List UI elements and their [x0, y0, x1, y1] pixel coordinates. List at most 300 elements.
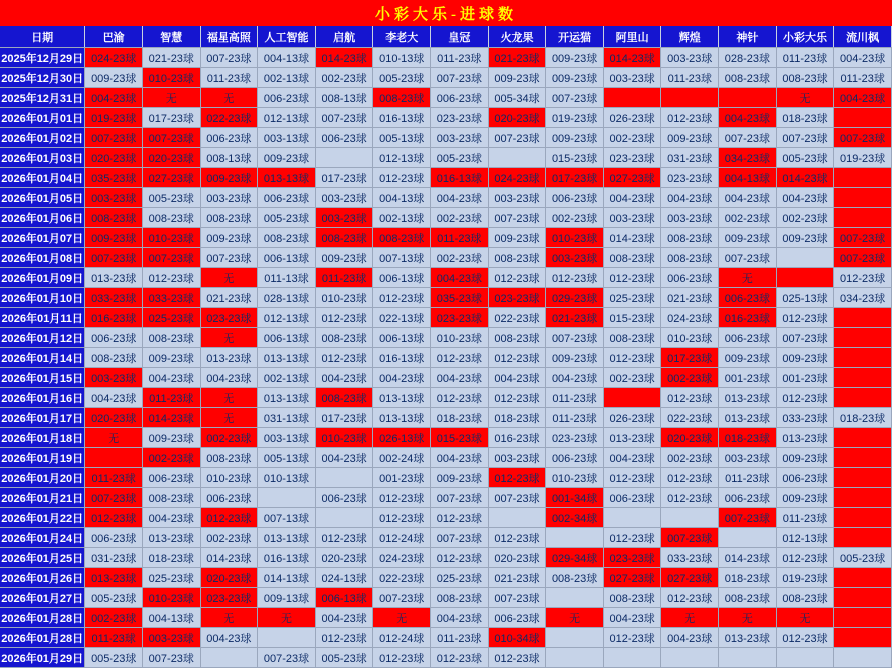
cell-r14-c8[interactable]: 007-23球: [546, 328, 604, 348]
cell-r30-c0[interactable]: 005-23球: [85, 648, 143, 668]
cell-r10-c10[interactable]: 008-23球: [661, 248, 719, 268]
cell-r13-c2[interactable]: 023-23球: [200, 308, 258, 328]
cell-r30-c3[interactable]: 007-23球: [258, 648, 316, 668]
cell-r20-c12[interactable]: 009-23球: [776, 448, 834, 468]
cell-r1-c12[interactable]: 008-23球: [776, 68, 834, 88]
cell-r19-c11[interactable]: 018-23球: [719, 428, 777, 448]
cell-r3-c8[interactable]: 019-23球: [546, 108, 604, 128]
cell-r14-c13[interactable]: [834, 328, 892, 348]
cell-r18-c1[interactable]: 014-23球: [143, 408, 201, 428]
cell-r5-c7[interactable]: [488, 148, 546, 168]
row-date[interactable]: 2025年12月29日: [0, 48, 85, 68]
cell-r15-c2[interactable]: 013-23球: [200, 348, 258, 368]
cell-r0-c5[interactable]: 010-13球: [373, 48, 431, 68]
cell-r19-c4[interactable]: 010-23球: [315, 428, 373, 448]
cell-r19-c7[interactable]: 016-23球: [488, 428, 546, 448]
cell-r16-c4[interactable]: 004-23球: [315, 368, 373, 388]
cell-r4-c13[interactable]: 007-23球: [834, 128, 892, 148]
cell-r21-c0[interactable]: 011-23球: [85, 468, 143, 488]
cell-r21-c3[interactable]: 010-13球: [258, 468, 316, 488]
cell-r26-c10[interactable]: 027-23球: [661, 568, 719, 588]
cell-r10-c9[interactable]: 008-23球: [603, 248, 661, 268]
cell-r19-c5[interactable]: 026-13球: [373, 428, 431, 448]
cell-r0-c3[interactable]: 004-13球: [258, 48, 316, 68]
cell-r19-c2[interactable]: 002-23球: [200, 428, 258, 448]
cell-r15-c8[interactable]: 009-23球: [546, 348, 604, 368]
cell-r20-c4[interactable]: 004-23球: [315, 448, 373, 468]
cell-r18-c9[interactable]: 026-23球: [603, 408, 661, 428]
cell-r15-c12[interactable]: 009-23球: [776, 348, 834, 368]
cell-r30-c8[interactable]: [546, 648, 604, 668]
cell-r17-c9[interactable]: [603, 388, 661, 408]
cell-r27-c9[interactable]: 008-23球: [603, 588, 661, 608]
cell-r1-c7[interactable]: 009-23球: [488, 68, 546, 88]
cell-r19-c6[interactable]: 015-23球: [431, 428, 489, 448]
cell-r25-c3[interactable]: 016-13球: [258, 548, 316, 568]
cell-r19-c9[interactable]: 013-23球: [603, 428, 661, 448]
column-header-7[interactable]: 皇冠: [431, 26, 489, 48]
cell-r25-c10[interactable]: 033-23球: [661, 548, 719, 568]
cell-r21-c5[interactable]: 001-23球: [373, 468, 431, 488]
cell-r9-c4[interactable]: 008-23球: [315, 228, 373, 248]
cell-r1-c9[interactable]: 003-23球: [603, 68, 661, 88]
cell-r9-c12[interactable]: 009-23球: [776, 228, 834, 248]
cell-r14-c7[interactable]: 008-23球: [488, 328, 546, 348]
cell-r2-c8[interactable]: 007-23球: [546, 88, 604, 108]
cell-r17-c7[interactable]: 012-23球: [488, 388, 546, 408]
cell-r21-c6[interactable]: 009-23球: [431, 468, 489, 488]
cell-r7-c1[interactable]: 005-23球: [143, 188, 201, 208]
cell-r11-c13[interactable]: 012-23球: [834, 268, 892, 288]
cell-r23-c6[interactable]: 012-23球: [431, 508, 489, 528]
cell-r6-c3[interactable]: 013-13球: [258, 168, 316, 188]
cell-r14-c1[interactable]: 008-23球: [143, 328, 201, 348]
cell-r7-c8[interactable]: 006-23球: [546, 188, 604, 208]
cell-r0-c1[interactable]: 021-23球: [143, 48, 201, 68]
cell-r17-c0[interactable]: 004-23球: [85, 388, 143, 408]
cell-r10-c4[interactable]: 009-23球: [315, 248, 373, 268]
column-header-14[interactable]: 流川枫: [834, 26, 892, 48]
cell-r22-c10[interactable]: 012-23球: [661, 488, 719, 508]
cell-r17-c12[interactable]: 012-23球: [776, 388, 834, 408]
cell-r15-c13[interactable]: [834, 348, 892, 368]
cell-r1-c1[interactable]: 010-23球: [143, 68, 201, 88]
cell-r3-c3[interactable]: 012-13球: [258, 108, 316, 128]
cell-r30-c12[interactable]: [776, 648, 834, 668]
cell-r21-c11[interactable]: 011-23球: [719, 468, 777, 488]
cell-r5-c12[interactable]: 005-23球: [776, 148, 834, 168]
cell-r8-c2[interactable]: 008-23球: [200, 208, 258, 228]
cell-r17-c5[interactable]: 013-13球: [373, 388, 431, 408]
cell-r6-c5[interactable]: 012-23球: [373, 168, 431, 188]
cell-r23-c2[interactable]: 012-23球: [200, 508, 258, 528]
cell-r5-c9[interactable]: 023-23球: [603, 148, 661, 168]
cell-r28-c13[interactable]: [834, 608, 892, 628]
cell-r22-c0[interactable]: 007-23球: [85, 488, 143, 508]
cell-r10-c0[interactable]: 007-23球: [85, 248, 143, 268]
cell-r11-c8[interactable]: 012-23球: [546, 268, 604, 288]
cell-r16-c6[interactable]: 004-23球: [431, 368, 489, 388]
cell-r11-c10[interactable]: 006-23球: [661, 268, 719, 288]
cell-r29-c11[interactable]: 013-23球: [719, 628, 777, 648]
cell-r14-c10[interactable]: 010-23球: [661, 328, 719, 348]
cell-r27-c2[interactable]: 023-23球: [200, 588, 258, 608]
cell-r27-c3[interactable]: 009-13球: [258, 588, 316, 608]
cell-r6-c6[interactable]: 016-13球: [431, 168, 489, 188]
cell-r27-c1[interactable]: 010-23球: [143, 588, 201, 608]
cell-r15-c7[interactable]: 012-23球: [488, 348, 546, 368]
row-date[interactable]: 2026年01月17日: [0, 408, 85, 428]
cell-r0-c12[interactable]: 011-23球: [776, 48, 834, 68]
cell-r4-c9[interactable]: 002-23球: [603, 128, 661, 148]
cell-r23-c7[interactable]: [488, 508, 546, 528]
cell-r24-c12[interactable]: 012-13球: [776, 528, 834, 548]
cell-r27-c0[interactable]: 005-23球: [85, 588, 143, 608]
cell-r24-c1[interactable]: 013-23球: [143, 528, 201, 548]
cell-r5-c3[interactable]: 009-23球: [258, 148, 316, 168]
cell-r26-c8[interactable]: 008-23球: [546, 568, 604, 588]
row-date[interactable]: 2026年01月16日: [0, 388, 85, 408]
cell-r22-c5[interactable]: 012-23球: [373, 488, 431, 508]
cell-r24-c5[interactable]: 012-24球: [373, 528, 431, 548]
cell-r18-c0[interactable]: 020-23球: [85, 408, 143, 428]
cell-r7-c5[interactable]: 004-13球: [373, 188, 431, 208]
cell-r7-c10[interactable]: 004-23球: [661, 188, 719, 208]
cell-r0-c2[interactable]: 007-23球: [200, 48, 258, 68]
cell-r22-c6[interactable]: 007-23球: [431, 488, 489, 508]
cell-r2-c12[interactable]: 无: [776, 88, 834, 108]
cell-r25-c13[interactable]: 005-23球: [834, 548, 892, 568]
cell-r10-c7[interactable]: 008-23球: [488, 248, 546, 268]
cell-r25-c0[interactable]: 031-23球: [85, 548, 143, 568]
cell-r6-c11[interactable]: 004-13球: [719, 168, 777, 188]
cell-r19-c3[interactable]: 003-13球: [258, 428, 316, 448]
cell-r23-c12[interactable]: 011-23球: [776, 508, 834, 528]
cell-r12-c6[interactable]: 035-23球: [431, 288, 489, 308]
cell-r16-c1[interactable]: 004-23球: [143, 368, 201, 388]
cell-r0-c9[interactable]: 014-23球: [603, 48, 661, 68]
cell-r20-c5[interactable]: 002-24球: [373, 448, 431, 468]
cell-r5-c13[interactable]: 019-23球: [834, 148, 892, 168]
cell-r28-c3[interactable]: 无: [258, 608, 316, 628]
cell-r23-c9[interactable]: [603, 508, 661, 528]
cell-r15-c11[interactable]: 009-23球: [719, 348, 777, 368]
cell-r27-c7[interactable]: 007-23球: [488, 588, 546, 608]
cell-r3-c9[interactable]: 026-23球: [603, 108, 661, 128]
cell-r9-c3[interactable]: 008-23球: [258, 228, 316, 248]
cell-r10-c13[interactable]: 007-23球: [834, 248, 892, 268]
cell-r12-c1[interactable]: 033-23球: [143, 288, 201, 308]
cell-r30-c5[interactable]: 012-23球: [373, 648, 431, 668]
cell-r9-c1[interactable]: 010-23球: [143, 228, 201, 248]
cell-r0-c10[interactable]: 003-23球: [661, 48, 719, 68]
cell-r2-c5[interactable]: 008-23球: [373, 88, 431, 108]
cell-r18-c12[interactable]: 033-23球: [776, 408, 834, 428]
cell-r6-c10[interactable]: 023-23球: [661, 168, 719, 188]
cell-r9-c2[interactable]: 009-23球: [200, 228, 258, 248]
cell-r7-c13[interactable]: [834, 188, 892, 208]
cell-r25-c11[interactable]: 014-23球: [719, 548, 777, 568]
cell-r18-c11[interactable]: 013-23球: [719, 408, 777, 428]
row-date[interactable]: 2026年01月14日: [0, 348, 85, 368]
cell-r18-c3[interactable]: 031-13球: [258, 408, 316, 428]
row-date[interactable]: 2025年12月31日: [0, 88, 85, 108]
cell-r18-c4[interactable]: 017-23球: [315, 408, 373, 428]
cell-r21-c4[interactable]: [315, 468, 373, 488]
cell-r26-c4[interactable]: 024-13球: [315, 568, 373, 588]
cell-r2-c9[interactable]: [603, 88, 661, 108]
cell-r29-c9[interactable]: 012-23球: [603, 628, 661, 648]
cell-r24-c2[interactable]: 002-23球: [200, 528, 258, 548]
cell-r11-c0[interactable]: 013-23球: [85, 268, 143, 288]
cell-r8-c8[interactable]: 002-23球: [546, 208, 604, 228]
cell-r22-c8[interactable]: 001-34球: [546, 488, 604, 508]
cell-r24-c6[interactable]: 007-23球: [431, 528, 489, 548]
cell-r23-c13[interactable]: [834, 508, 892, 528]
cell-r19-c8[interactable]: 023-23球: [546, 428, 604, 448]
cell-r5-c10[interactable]: 031-23球: [661, 148, 719, 168]
cell-r24-c4[interactable]: 012-23球: [315, 528, 373, 548]
cell-r11-c11[interactable]: 无: [719, 268, 777, 288]
cell-r1-c11[interactable]: 008-23球: [719, 68, 777, 88]
cell-r21-c13[interactable]: [834, 468, 892, 488]
cell-r9-c13[interactable]: 007-23球: [834, 228, 892, 248]
cell-r29-c10[interactable]: 004-23球: [661, 628, 719, 648]
cell-r3-c12[interactable]: 018-23球: [776, 108, 834, 128]
cell-r2-c11[interactable]: [719, 88, 777, 108]
cell-r1-c13[interactable]: 011-23球: [834, 68, 892, 88]
cell-r6-c7[interactable]: 024-23球: [488, 168, 546, 188]
cell-r28-c4[interactable]: 004-23球: [315, 608, 373, 628]
cell-r7-c6[interactable]: 004-23球: [431, 188, 489, 208]
cell-r14-c2[interactable]: 无: [200, 328, 258, 348]
cell-r4-c4[interactable]: 006-23球: [315, 128, 373, 148]
cell-r12-c12[interactable]: 025-13球: [776, 288, 834, 308]
cell-r24-c8[interactable]: [546, 528, 604, 548]
cell-r3-c13[interactable]: [834, 108, 892, 128]
cell-r29-c13[interactable]: [834, 628, 892, 648]
row-date[interactable]: 2026年01月02日: [0, 128, 85, 148]
cell-r3-c7[interactable]: 020-23球: [488, 108, 546, 128]
cell-r4-c6[interactable]: 003-23球: [431, 128, 489, 148]
cell-r25-c8[interactable]: 029-34球: [546, 548, 604, 568]
cell-r7-c9[interactable]: 004-23球: [603, 188, 661, 208]
cell-r12-c10[interactable]: 021-23球: [661, 288, 719, 308]
cell-r10-c8[interactable]: 003-23球: [546, 248, 604, 268]
cell-r28-c12[interactable]: 无: [776, 608, 834, 628]
row-date[interactable]: 2026年01月25日: [0, 548, 85, 568]
cell-r27-c4[interactable]: 006-13球: [315, 588, 373, 608]
cell-r11-c12[interactable]: [776, 268, 834, 288]
cell-r2-c13[interactable]: 004-23球: [834, 88, 892, 108]
cell-r12-c11[interactable]: 006-23球: [719, 288, 777, 308]
cell-r7-c11[interactable]: 004-23球: [719, 188, 777, 208]
cell-r27-c13[interactable]: [834, 588, 892, 608]
cell-r16-c3[interactable]: 002-13球: [258, 368, 316, 388]
row-date[interactable]: 2026年01月07日: [0, 228, 85, 248]
cell-r21-c7[interactable]: 012-23球: [488, 468, 546, 488]
cell-r15-c6[interactable]: 012-23球: [431, 348, 489, 368]
cell-r8-c1[interactable]: 008-23球: [143, 208, 201, 228]
cell-r25-c4[interactable]: 020-23球: [315, 548, 373, 568]
row-date[interactable]: 2026年01月11日: [0, 308, 85, 328]
cell-r21-c2[interactable]: 010-23球: [200, 468, 258, 488]
cell-r26-c9[interactable]: 027-23球: [603, 568, 661, 588]
cell-r18-c8[interactable]: 011-23球: [546, 408, 604, 428]
cell-r20-c7[interactable]: 003-23球: [488, 448, 546, 468]
row-date[interactable]: 2026年01月10日: [0, 288, 85, 308]
cell-r13-c0[interactable]: 016-23球: [85, 308, 143, 328]
cell-r5-c6[interactable]: 005-23球: [431, 148, 489, 168]
cell-r29-c4[interactable]: 012-23球: [315, 628, 373, 648]
cell-r4-c1[interactable]: 007-23球: [143, 128, 201, 148]
cell-r26-c2[interactable]: 020-23球: [200, 568, 258, 588]
cell-r25-c7[interactable]: 020-23球: [488, 548, 546, 568]
row-date[interactable]: 2026年01月19日: [0, 448, 85, 468]
cell-r5-c5[interactable]: 012-13球: [373, 148, 431, 168]
cell-r12-c13[interactable]: 034-23球: [834, 288, 892, 308]
row-date[interactable]: 2026年01月28日: [0, 608, 85, 628]
row-date[interactable]: 2026年01月29日: [0, 648, 85, 668]
cell-r2-c6[interactable]: 006-23球: [431, 88, 489, 108]
cell-r2-c1[interactable]: 无: [143, 88, 201, 108]
cell-r24-c7[interactable]: 012-23球: [488, 528, 546, 548]
cell-r0-c13[interactable]: 004-23球: [834, 48, 892, 68]
cell-r13-c12[interactable]: 012-23球: [776, 308, 834, 328]
cell-r10-c5[interactable]: 007-13球: [373, 248, 431, 268]
cell-r9-c6[interactable]: 011-23球: [431, 228, 489, 248]
cell-r2-c10[interactable]: [661, 88, 719, 108]
cell-r4-c5[interactable]: 005-13球: [373, 128, 431, 148]
column-header-5[interactable]: 启航: [315, 26, 373, 48]
cell-r5-c2[interactable]: 008-13球: [200, 148, 258, 168]
cell-r22-c2[interactable]: 006-23球: [200, 488, 258, 508]
cell-r20-c2[interactable]: 008-23球: [200, 448, 258, 468]
cell-r27-c12[interactable]: 008-23球: [776, 588, 834, 608]
cell-r16-c7[interactable]: 004-23球: [488, 368, 546, 388]
row-date[interactable]: 2026年01月28日: [0, 628, 85, 648]
cell-r22-c4[interactable]: 006-23球: [315, 488, 373, 508]
cell-r0-c11[interactable]: 028-23球: [719, 48, 777, 68]
cell-r16-c13[interactable]: [834, 368, 892, 388]
cell-r15-c3[interactable]: 013-13球: [258, 348, 316, 368]
cell-r18-c13[interactable]: 018-23球: [834, 408, 892, 428]
cell-r13-c7[interactable]: 022-23球: [488, 308, 546, 328]
cell-r9-c9[interactable]: 014-23球: [603, 228, 661, 248]
cell-r13-c5[interactable]: 022-13球: [373, 308, 431, 328]
cell-r28-c1[interactable]: 004-13球: [143, 608, 201, 628]
cell-r13-c1[interactable]: 025-23球: [143, 308, 201, 328]
cell-r28-c10[interactable]: 无: [661, 608, 719, 628]
row-date[interactable]: 2026年01月06日: [0, 208, 85, 228]
cell-r3-c0[interactable]: 019-23球: [85, 108, 143, 128]
cell-r13-c4[interactable]: 012-23球: [315, 308, 373, 328]
cell-r17-c10[interactable]: 012-23球: [661, 388, 719, 408]
cell-r12-c9[interactable]: 025-23球: [603, 288, 661, 308]
column-header-0[interactable]: 日期: [0, 26, 85, 48]
cell-r8-c6[interactable]: 002-23球: [431, 208, 489, 228]
cell-r19-c1[interactable]: 009-23球: [143, 428, 201, 448]
cell-r8-c13[interactable]: [834, 208, 892, 228]
cell-r6-c9[interactable]: 027-23球: [603, 168, 661, 188]
cell-r24-c3[interactable]: 013-13球: [258, 528, 316, 548]
cell-r13-c6[interactable]: 023-23球: [431, 308, 489, 328]
cell-r1-c8[interactable]: 009-23球: [546, 68, 604, 88]
cell-r15-c4[interactable]: 012-23球: [315, 348, 373, 368]
cell-r30-c10[interactable]: [661, 648, 719, 668]
cell-r7-c3[interactable]: 006-23球: [258, 188, 316, 208]
cell-r22-c3[interactable]: [258, 488, 316, 508]
cell-r26-c0[interactable]: 013-23球: [85, 568, 143, 588]
cell-r28-c11[interactable]: 无: [719, 608, 777, 628]
column-header-2[interactable]: 智慧: [143, 26, 201, 48]
cell-r3-c11[interactable]: 004-23球: [719, 108, 777, 128]
cell-r8-c9[interactable]: 003-23球: [603, 208, 661, 228]
cell-r30-c13[interactable]: [834, 648, 892, 668]
cell-r22-c13[interactable]: [834, 488, 892, 508]
cell-r12-c3[interactable]: 028-13球: [258, 288, 316, 308]
cell-r3-c4[interactable]: 007-23球: [315, 108, 373, 128]
column-header-10[interactable]: 阿里山: [603, 26, 661, 48]
cell-r9-c10[interactable]: 008-23球: [661, 228, 719, 248]
cell-r30-c1[interactable]: 007-23球: [143, 648, 201, 668]
cell-r22-c7[interactable]: 007-23球: [488, 488, 546, 508]
cell-r0-c6[interactable]: 011-23球: [431, 48, 489, 68]
cell-r20-c11[interactable]: 003-23球: [719, 448, 777, 468]
cell-r25-c5[interactable]: 024-23球: [373, 548, 431, 568]
cell-r7-c0[interactable]: 003-23球: [85, 188, 143, 208]
cell-r16-c9[interactable]: 002-23球: [603, 368, 661, 388]
cell-r0-c8[interactable]: 009-23球: [546, 48, 604, 68]
cell-r20-c8[interactable]: 006-23球: [546, 448, 604, 468]
cell-r25-c6[interactable]: 012-23球: [431, 548, 489, 568]
cell-r27-c11[interactable]: 008-23球: [719, 588, 777, 608]
cell-r28-c9[interactable]: 004-23球: [603, 608, 661, 628]
cell-r9-c7[interactable]: 009-23球: [488, 228, 546, 248]
cell-r29-c6[interactable]: 011-23球: [431, 628, 489, 648]
cell-r13-c8[interactable]: 021-23球: [546, 308, 604, 328]
cell-r12-c7[interactable]: 023-23球: [488, 288, 546, 308]
cell-r13-c9[interactable]: 015-23球: [603, 308, 661, 328]
cell-r30-c11[interactable]: [719, 648, 777, 668]
cell-r18-c2[interactable]: 无: [200, 408, 258, 428]
cell-r26-c11[interactable]: 018-23球: [719, 568, 777, 588]
cell-r28-c0[interactable]: 002-23球: [85, 608, 143, 628]
cell-r16-c11[interactable]: 001-23球: [719, 368, 777, 388]
cell-r24-c9[interactable]: 012-23球: [603, 528, 661, 548]
cell-r23-c8[interactable]: 002-34球: [546, 508, 604, 528]
cell-r23-c1[interactable]: 004-23球: [143, 508, 201, 528]
column-header-1[interactable]: 巴渝: [85, 26, 143, 48]
cell-r29-c8[interactable]: [546, 628, 604, 648]
cell-r26-c7[interactable]: 021-23球: [488, 568, 546, 588]
cell-r23-c10[interactable]: [661, 508, 719, 528]
cell-r14-c9[interactable]: 008-23球: [603, 328, 661, 348]
cell-r14-c11[interactable]: 006-23球: [719, 328, 777, 348]
cell-r20-c0[interactable]: [85, 448, 143, 468]
cell-r23-c5[interactable]: 012-23球: [373, 508, 431, 528]
cell-r3-c6[interactable]: 023-23球: [431, 108, 489, 128]
cell-r0-c7[interactable]: 021-23球: [488, 48, 546, 68]
cell-r18-c5[interactable]: 013-13球: [373, 408, 431, 428]
cell-r1-c5[interactable]: 005-23球: [373, 68, 431, 88]
cell-r11-c3[interactable]: 011-13球: [258, 268, 316, 288]
cell-r28-c2[interactable]: 无: [200, 608, 258, 628]
cell-r11-c7[interactable]: 012-23球: [488, 268, 546, 288]
cell-r14-c3[interactable]: 006-13球: [258, 328, 316, 348]
cell-r16-c12[interactable]: 001-23球: [776, 368, 834, 388]
cell-r28-c5[interactable]: 无: [373, 608, 431, 628]
